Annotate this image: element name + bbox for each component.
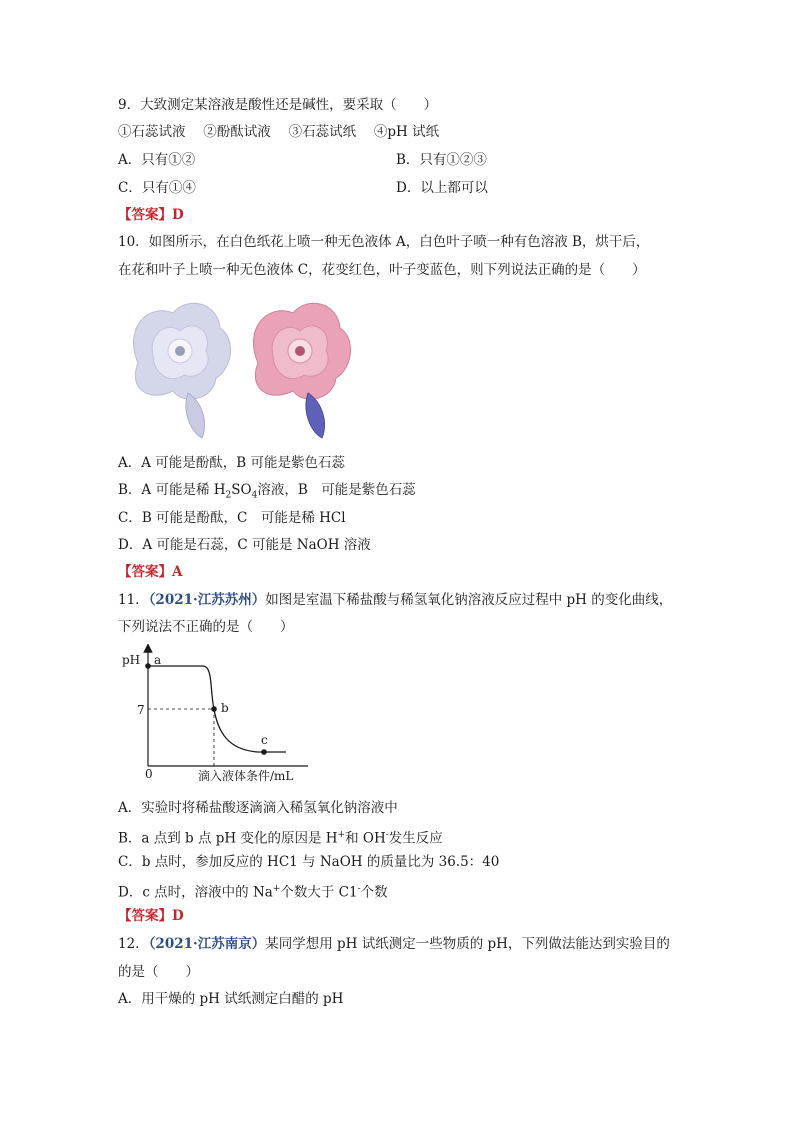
point-c-label: c [261, 733, 268, 747]
paper-flowers-image [118, 293, 358, 443]
q11-stem-text: 如图是室温下稀盐酸与稀氢氧化钠溶液反应过程中 pH 的变化曲线， [265, 592, 673, 608]
q10-option-d: D．A 可能是石蕊，C 可能是 NaOH 溶液 [118, 537, 371, 553]
y-tick-7: 7 [137, 703, 145, 717]
q11-option-a: A．实验时将稀盐酸逐滴滴入稀氢氧化钠溶液中 [118, 800, 398, 816]
q11-option-c: C．b 点时，参加反应的 HC1 与 NaOH 的质量比为 36.5：40 [118, 854, 500, 870]
superscript: - [357, 884, 361, 894]
q11-stem-line2: 下列说法不正确的是（ ） [118, 619, 294, 635]
q11-option-b-text: 发生反应 [388, 830, 443, 847]
answer-value: A [172, 564, 183, 580]
q9-answer [118, 205, 184, 225]
q9-items: ①石蕊试液 ②酚酞试液 ③石蕊试纸 ④pH 试纸 [118, 124, 440, 140]
answer-label: 【答案】 [118, 564, 172, 580]
subscript: 2 [225, 490, 232, 501]
point-c [261, 749, 267, 755]
q11-option-b-text: B．a 点到 b 点 pH 变化的原因是 H [118, 830, 338, 847]
answer-label: 【答案】 [118, 908, 172, 924]
q9-option-c: C．只有①④ [118, 180, 196, 196]
q11-option-b [118, 825, 443, 849]
superscript: - [385, 830, 389, 840]
x-tick-0: 0 [145, 767, 153, 781]
superscript: + [272, 884, 281, 894]
q9-option-a: A．只有①② [118, 152, 196, 168]
q12-stem-line1 [118, 934, 670, 954]
q9-option-d: D．以上都可以 [396, 180, 488, 196]
question-number: 12． [118, 936, 149, 952]
point-b [211, 706, 217, 712]
point-a [145, 663, 151, 669]
q11-option-d-text: 个数大于 C1 [280, 884, 358, 901]
q12-option-a: A．用干燥的 pH 试纸测定白醋的 pH [118, 991, 344, 1007]
point-a-label: a [154, 653, 162, 667]
q11-answer [118, 906, 184, 926]
q10-option-b-text: 溶液，B 可能是紫色石蕊 [257, 482, 416, 498]
q10-option-a: A．A 可能是酚酞，B 可能是紫色石蕊 [118, 455, 346, 471]
subscript: 4 [251, 490, 258, 501]
q10-stem-line1: 10．如图所示，在白色纸花上喷一种无色液体 A，白色叶子喷一种有色溶液 B，烘干后， [118, 234, 650, 250]
q11-option-b-text: 和 OH [345, 830, 386, 847]
answer-value: D [172, 207, 184, 223]
q10-option-b-text: SO [231, 482, 252, 498]
q10-option-b-text: B．A 可能是稀 H [118, 482, 226, 498]
white-flower [133, 303, 230, 438]
y-axis-label: pH [122, 653, 141, 667]
question-source: （2021·江苏苏州） [148, 592, 266, 608]
q11-stem-line1 [118, 590, 672, 610]
answer-value: D [172, 908, 184, 924]
q10-answer [118, 562, 182, 582]
question-source: （2021·江苏南京） [148, 936, 266, 952]
q11-option-d [118, 879, 388, 903]
q9-stem: 9．大致测定某溶液是酸性还是碱性，要采取（ ） [118, 97, 438, 113]
ph-curve-chart [118, 644, 318, 784]
answer-label: 【答案】 [118, 207, 172, 223]
q11-option-d-text: 个数 [360, 884, 388, 901]
q10-option-b [118, 480, 416, 506]
q12-stem-line2: 的是（ ） [118, 964, 199, 980]
q10-option-c: C．B 可能是酚酞，C 可能是稀 HCl [118, 510, 346, 526]
question-number: 11． [118, 592, 149, 608]
q12-stem-text: 某同学想用 pH 试纸测定一些物质的 pH，下列做法能达到实验目的 [265, 936, 670, 952]
q10-stem-line2: 在花和叶子上喷一种无色液体 C，花变红色，叶子变蓝色，则下列说法正确的是（ ） [118, 262, 646, 278]
q11-option-d-text: D．c 点时，溶液中的 Na [118, 884, 273, 901]
superscript: + [337, 830, 346, 840]
x-axis-label: 滴入液体条件/mL [198, 769, 294, 783]
red-flower [253, 303, 350, 438]
point-b-label: b [221, 701, 229, 715]
q9-option-b: B．只有①②③ [396, 152, 487, 168]
